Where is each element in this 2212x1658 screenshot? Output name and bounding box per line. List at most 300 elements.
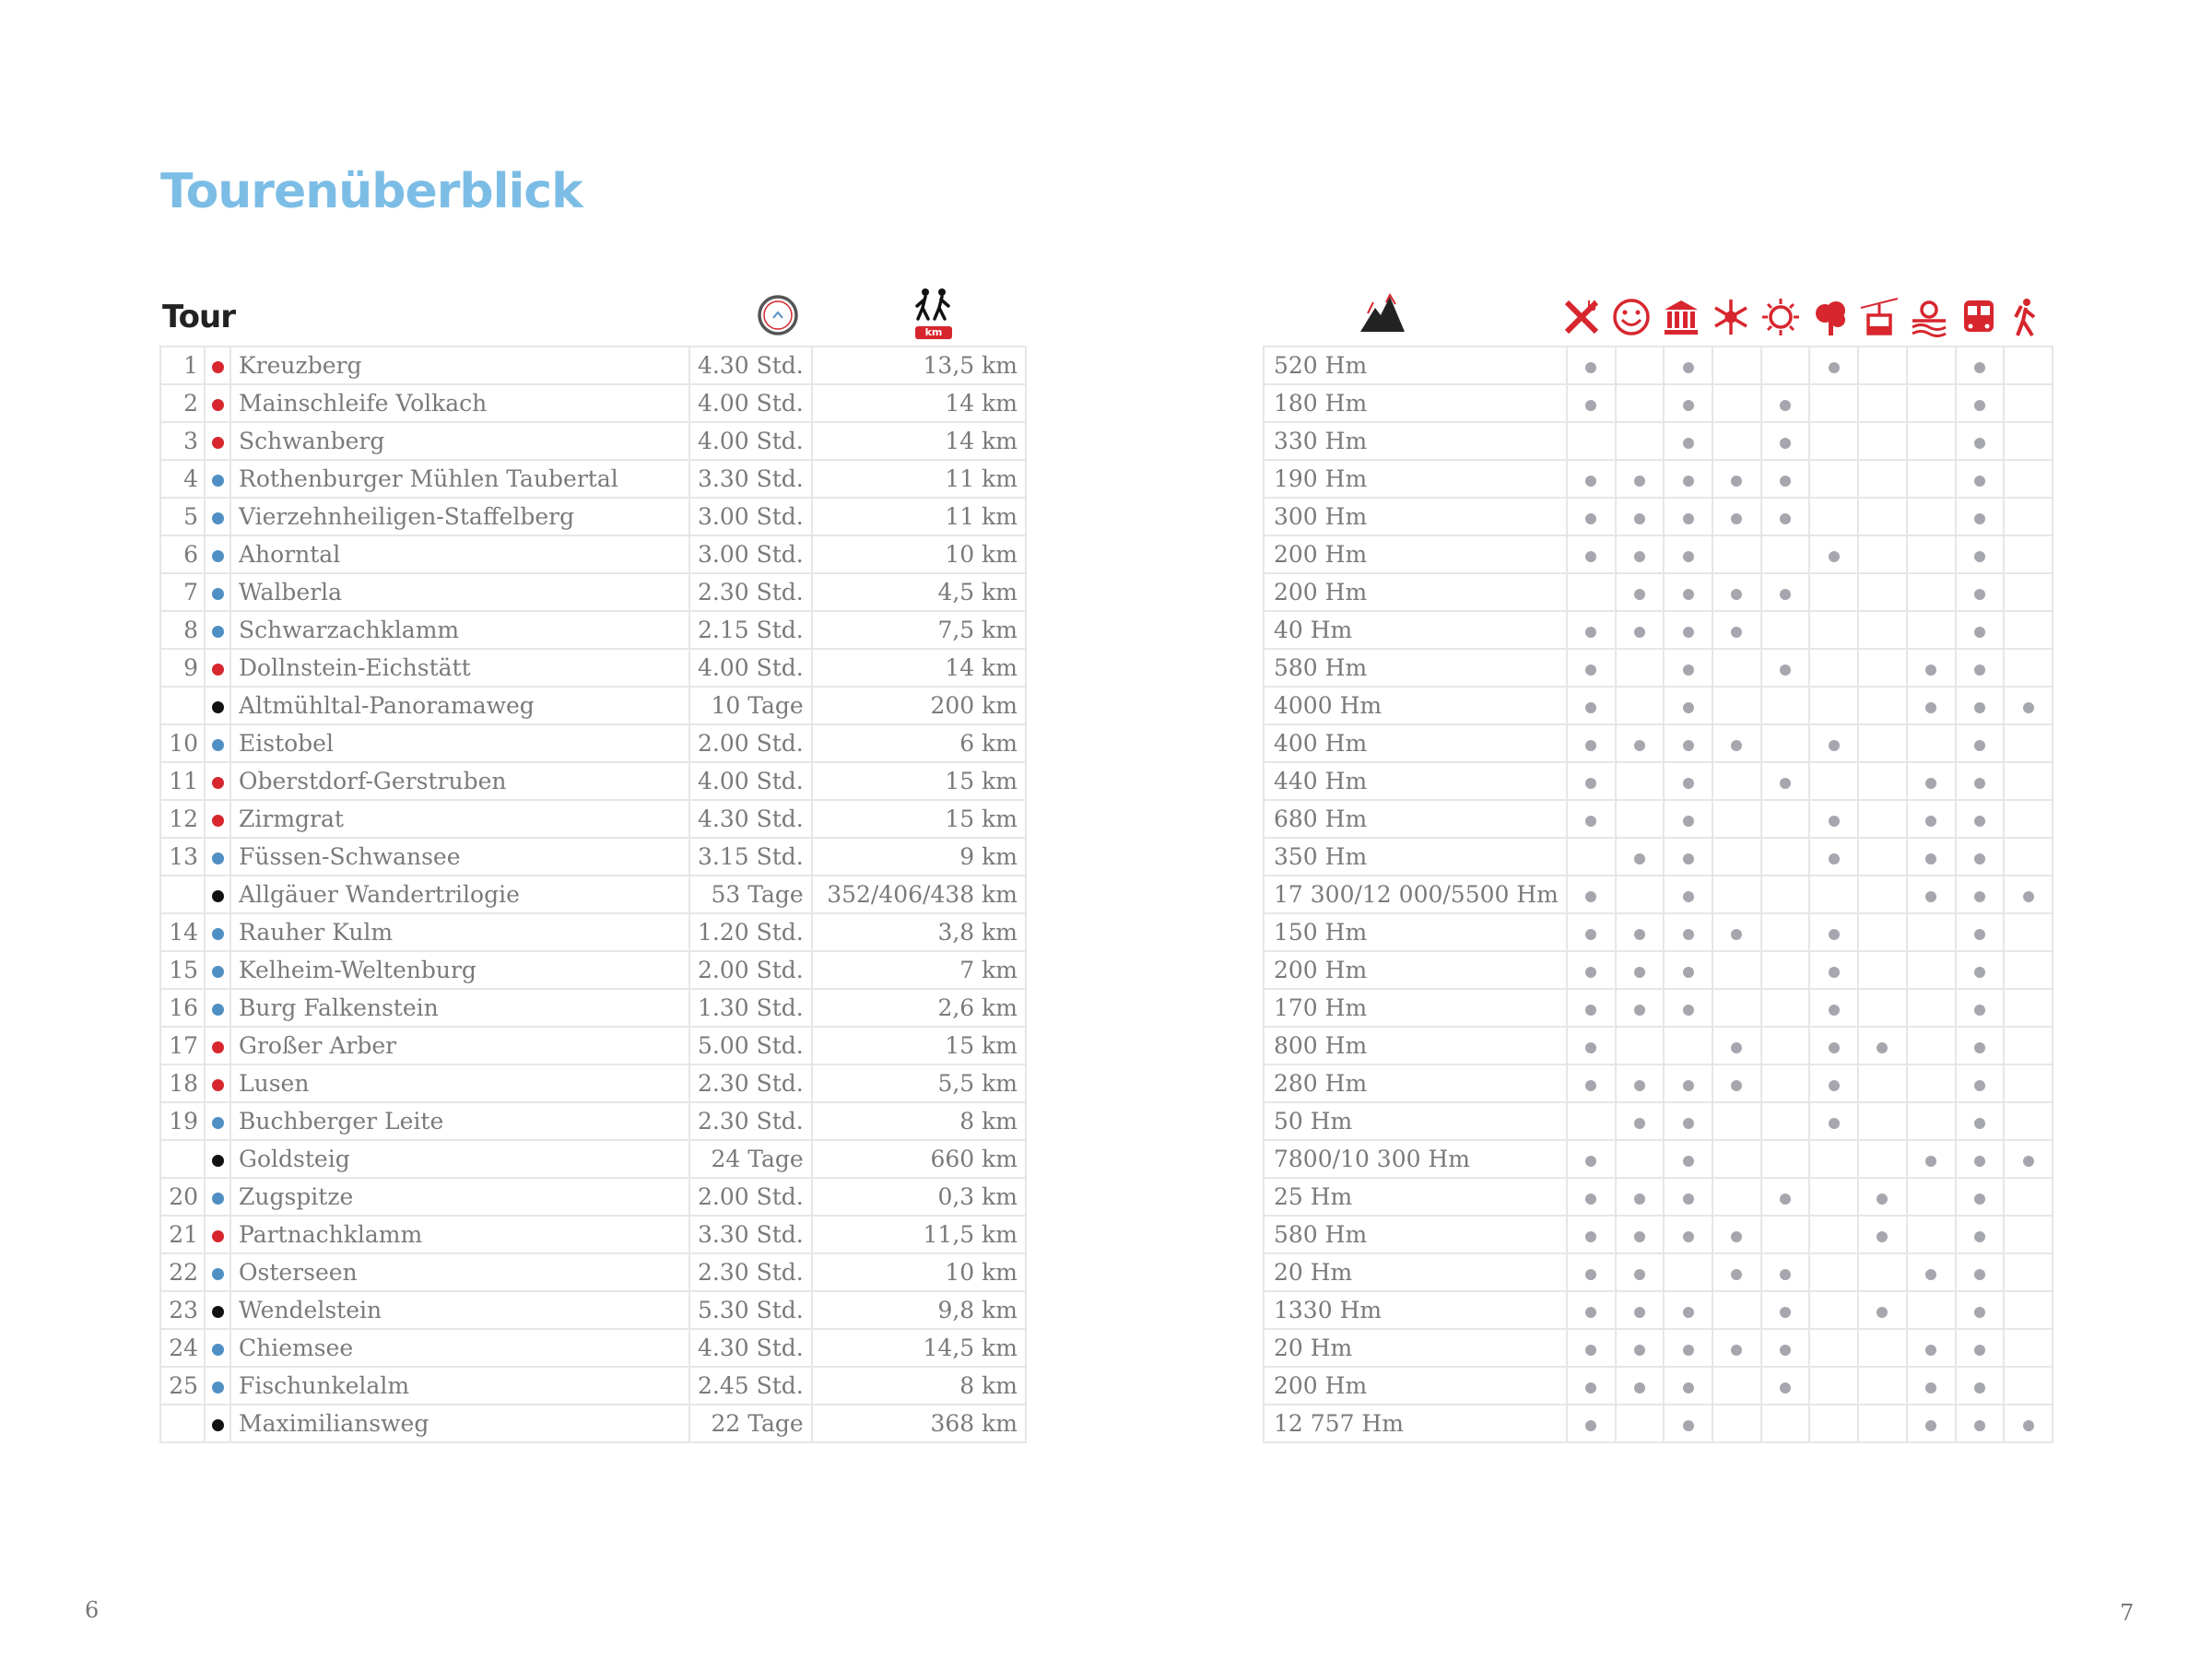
difficulty-dot <box>212 361 224 373</box>
difficulty-dot <box>212 890 224 902</box>
tour-distance: 2,6 km <box>812 989 1026 1027</box>
tour-number: 14 <box>160 913 205 951</box>
feature-dot-museum-icon <box>1683 1307 1694 1318</box>
page-title: Tourenüberblick <box>160 164 582 219</box>
tour-number: 3 <box>160 422 205 460</box>
tour-number: 13 <box>160 838 205 876</box>
feature-dot-nature-icon <box>1829 1042 1840 1053</box>
difficulty-dot <box>212 664 224 676</box>
feature-dot-museum-icon <box>1683 438 1694 449</box>
tour-row <box>160 1329 1026 1367</box>
feature-dot-public-transport-icon <box>1974 778 1985 789</box>
tour-name: Ahorntal <box>230 535 689 573</box>
tour-duration: 3.30 Std. <box>689 460 812 498</box>
feature-dot-cable-car-icon <box>1877 1231 1888 1242</box>
feature-dot-cable-car-icon <box>1877 1307 1888 1318</box>
features-row <box>1264 460 2053 498</box>
elevation-gain: 12 757 Hm <box>1264 1405 1567 1442</box>
elevation-gain: 800 Hm <box>1264 1027 1567 1064</box>
features-row <box>1264 384 2053 422</box>
feature-dot-restaurant-icon <box>1585 778 1596 789</box>
elevation-gain: 17 300/12 000/5500 Hm <box>1264 876 1567 913</box>
elevation-gain: 300 Hm <box>1264 498 1567 535</box>
difficulty-dot <box>212 1230 224 1242</box>
tour-duration: 2.30 Std. <box>689 573 812 611</box>
feature-dot-restaurant-icon <box>1585 1156 1596 1167</box>
feature-dot-public-transport-icon <box>1974 589 1985 600</box>
elevation-gain: 330 Hm <box>1264 422 1567 460</box>
page-number-left: 6 <box>85 1597 100 1623</box>
tour-distance: 368 km <box>812 1405 1026 1442</box>
feature-dot-museum-icon <box>1683 1118 1694 1129</box>
feature-dot-public-transport-icon <box>1974 891 1985 902</box>
tour-name: Schwarzachklamm <box>230 611 689 649</box>
tour-name: Chiemsee <box>230 1329 689 1367</box>
feature-dot-nature-icon <box>1829 1005 1840 1016</box>
tour-row <box>160 1140 1026 1178</box>
feature-dot-lake-icon <box>1925 1420 1936 1431</box>
elevation-gain: 170 Hm <box>1264 989 1567 1027</box>
feature-dot-public-transport-icon <box>1974 816 1985 827</box>
feature-dot-winter-icon <box>1731 513 1742 524</box>
features-row <box>1264 876 2053 913</box>
elevation-gain: 180 Hm <box>1264 384 1567 422</box>
elevation-gain: 4000 Hm <box>1264 687 1567 724</box>
feature-dot-family-icon <box>1634 589 1645 600</box>
feature-dot-restaurant-icon <box>1585 1345 1596 1356</box>
feature-dot-public-transport-icon <box>1974 1118 1985 1129</box>
elevation-gain: 400 Hm <box>1264 724 1567 762</box>
tour-distance: 14 km <box>812 422 1026 460</box>
features-row <box>1264 1027 2053 1064</box>
feature-dot-public-transport-icon <box>1974 967 1985 978</box>
tour-duration: 4.00 Std. <box>689 384 812 422</box>
feature-dot-museum-icon <box>1683 627 1694 638</box>
tour-number: 8 <box>160 611 205 649</box>
features-row <box>1264 347 2053 384</box>
tour-number: 11 <box>160 762 205 800</box>
feature-dot-restaurant-icon <box>1585 1005 1596 1016</box>
feature-dot-restaurant-icon <box>1585 1269 1596 1280</box>
difficulty-dot <box>212 475 224 487</box>
tour-row <box>160 1367 1026 1405</box>
feature-dot-public-transport-icon <box>1974 1042 1985 1053</box>
difficulty-dot <box>212 1268 224 1280</box>
tour-distance: 15 km <box>812 762 1026 800</box>
feature-dot-cable-car-icon <box>1877 1194 1888 1205</box>
tour-name: Großer Arber <box>230 1027 689 1064</box>
feature-dot-lake-icon <box>1925 664 1936 676</box>
tour-distance: 0,3 km <box>812 1178 1026 1216</box>
tour-duration: 2.30 Std. <box>689 1253 812 1291</box>
tour-distance: 9,8 km <box>812 1291 1026 1329</box>
restaurant-icon <box>1561 297 1602 341</box>
tour-name: Lusen <box>230 1064 689 1102</box>
tour-row <box>160 1291 1026 1329</box>
tour-number <box>160 1140 205 1178</box>
features-row <box>1264 535 2053 573</box>
tour-number: 23 <box>160 1291 205 1329</box>
feature-dot-lake-icon <box>1925 1269 1936 1280</box>
feature-dot-lake-icon <box>1925 816 1936 827</box>
tour-row <box>160 384 1026 422</box>
feature-dot-summer-icon <box>1780 438 1791 449</box>
feature-dot-public-transport-icon <box>1974 1345 1985 1356</box>
feature-dot-restaurant-icon <box>1585 816 1596 827</box>
features-row <box>1264 611 2053 649</box>
feature-dot-restaurant-icon <box>1585 1307 1596 1318</box>
tour-distance: 7 km <box>812 951 1026 989</box>
feature-dot-public-transport-icon <box>1974 627 1985 638</box>
tour-duration: 3.00 Std. <box>689 535 812 573</box>
feature-dot-family-icon <box>1634 1307 1645 1318</box>
tour-row <box>160 989 1026 1027</box>
tour-duration: 4.30 Std. <box>689 800 812 838</box>
feature-dot-summer-icon <box>1780 476 1791 487</box>
feature-dot-museum-icon <box>1683 589 1694 600</box>
feature-dot-public-transport-icon <box>1974 1269 1985 1280</box>
feature-dot-winter-icon <box>1731 476 1742 487</box>
feature-dot-family-icon <box>1634 551 1645 562</box>
features-row <box>1264 913 2053 951</box>
feature-dot-museum-icon <box>1683 476 1694 487</box>
feature-dot-long-distance-hiker-icon <box>2023 702 2034 713</box>
tour-number: 22 <box>160 1253 205 1291</box>
tour-number: 6 <box>160 535 205 573</box>
tour-row <box>160 1102 1026 1140</box>
feature-dot-family-icon <box>1634 967 1645 978</box>
elevation-gain: 580 Hm <box>1264 1216 1567 1253</box>
feature-dot-family-icon <box>1634 1194 1645 1205</box>
feature-dot-museum-icon <box>1683 513 1694 524</box>
elevation-gain: 440 Hm <box>1264 762 1567 800</box>
feature-dot-public-transport-icon <box>1974 1080 1985 1091</box>
feature-dot-museum-icon <box>1683 891 1694 902</box>
feature-dot-nature-icon <box>1829 362 1840 373</box>
feature-dot-summer-icon <box>1780 778 1791 789</box>
feature-dot-summer-icon <box>1780 664 1791 676</box>
feature-dot-restaurant-icon <box>1585 702 1596 713</box>
tour-name: Maximiliansweg <box>230 1405 689 1442</box>
tour-number: 4 <box>160 460 205 498</box>
feature-dot-family-icon <box>1634 513 1645 524</box>
feature-dot-restaurant-icon <box>1585 891 1596 902</box>
tour-duration: 1.20 Std. <box>689 913 812 951</box>
feature-dot-museum-icon <box>1683 1194 1694 1205</box>
tour-name: Allgäuer Wandertrilogie <box>230 876 689 913</box>
feature-dot-family-icon <box>1634 1080 1645 1091</box>
tour-duration: 3.00 Std. <box>689 498 812 535</box>
feature-dot-long-distance-hiker-icon <box>2023 1156 2034 1167</box>
feature-dot-public-transport-icon <box>1974 438 1985 449</box>
feature-dot-restaurant-icon <box>1585 740 1596 751</box>
tour-row <box>160 951 1026 989</box>
feature-dot-public-transport-icon <box>1974 1231 1985 1242</box>
elevation-gain: 200 Hm <box>1264 1367 1567 1405</box>
feature-dot-restaurant-icon <box>1585 1080 1596 1091</box>
features-row <box>1264 1102 2053 1140</box>
difficulty-dot <box>212 1419 224 1431</box>
feature-dot-public-transport-icon <box>1974 513 1985 524</box>
tour-row <box>160 913 1026 951</box>
tour-duration: 2.45 Std. <box>689 1367 812 1405</box>
tour-distance: 5,5 km <box>812 1064 1026 1102</box>
tour-table <box>159 346 1027 1443</box>
feature-dot-long-distance-hiker-icon <box>2023 1420 2034 1431</box>
feature-dot-museum-icon <box>1683 967 1694 978</box>
tour-row <box>160 573 1026 611</box>
tour-distance: 352/406/438 km <box>812 876 1026 913</box>
feature-dot-public-transport-icon <box>1974 1382 1985 1393</box>
tour-name: Rothenburger Mühlen Taubertal <box>230 460 689 498</box>
tour-name: Altmühltal-Panoramaweg <box>230 687 689 724</box>
feature-dot-restaurant-icon <box>1585 400 1596 411</box>
tour-row <box>160 535 1026 573</box>
difficulty-dot <box>212 1117 224 1129</box>
tour-row <box>160 649 1026 687</box>
difficulty-dot <box>212 1079 224 1091</box>
elevation-gain: 680 Hm <box>1264 800 1567 838</box>
features-row <box>1264 498 2053 535</box>
features-row <box>1264 838 2053 876</box>
feature-dot-restaurant-icon <box>1585 967 1596 978</box>
elevation-gain: 1330 Hm <box>1264 1291 1567 1329</box>
feature-dot-winter-icon <box>1731 627 1742 638</box>
lake-icon <box>1909 297 1949 341</box>
feature-dot-nature-icon <box>1829 740 1840 751</box>
tour-features-table <box>1263 346 2053 1443</box>
tour-number: 18 <box>160 1064 205 1102</box>
feature-dot-summer-icon <box>1780 1382 1791 1393</box>
feature-dot-family-icon <box>1634 1231 1645 1242</box>
elevation-gain: 280 Hm <box>1264 1064 1567 1102</box>
difficulty-dot <box>212 701 224 713</box>
tour-row <box>160 876 1026 913</box>
tour-number: 5 <box>160 498 205 535</box>
feature-dot-museum-icon <box>1683 551 1694 562</box>
difficulty-dot <box>212 928 224 940</box>
tour-name: Füssen-Schwansee <box>230 838 689 876</box>
feature-dot-public-transport-icon <box>1974 1005 1985 1016</box>
feature-dot-nature-icon <box>1829 967 1840 978</box>
feature-dot-long-distance-hiker-icon <box>2023 891 2034 902</box>
tour-name: Vierzehnheiligen-Staffelberg <box>230 498 689 535</box>
tour-row <box>160 762 1026 800</box>
features-row <box>1264 687 2053 724</box>
tour-duration: 4.00 Std. <box>689 649 812 687</box>
tour-name: Walberla <box>230 573 689 611</box>
tour-distance: 11,5 km <box>812 1216 1026 1253</box>
tour-duration: 5.30 Std. <box>689 1291 812 1329</box>
tour-name: Kreuzberg <box>230 347 689 384</box>
difficulty-dot <box>212 1193 224 1205</box>
feature-dot-lake-icon <box>1925 1345 1936 1356</box>
feature-dot-summer-icon <box>1780 400 1791 411</box>
feature-dot-public-transport-icon <box>1974 929 1985 940</box>
feature-dot-museum-icon <box>1683 1080 1694 1091</box>
tour-number: 9 <box>160 649 205 687</box>
tour-distance: 14,5 km <box>812 1329 1026 1367</box>
feature-dot-lake-icon <box>1925 891 1936 902</box>
tour-duration: 2.00 Std. <box>689 724 812 762</box>
features-row <box>1264 951 2053 989</box>
feature-dot-restaurant-icon <box>1585 551 1596 562</box>
tour-row <box>160 460 1026 498</box>
tour-row <box>160 1027 1026 1064</box>
features-row <box>1264 573 2053 611</box>
feature-dot-summer-icon <box>1780 513 1791 524</box>
tour-distance: 15 km <box>812 800 1026 838</box>
elevation-gain: 520 Hm <box>1264 347 1567 384</box>
difficulty-dot <box>212 853 224 864</box>
difficulty-dot <box>212 966 224 978</box>
feature-dot-restaurant-icon <box>1585 362 1596 373</box>
tour-name: Burg Falkenstein <box>230 989 689 1027</box>
feature-dot-nature-icon <box>1829 816 1840 827</box>
feature-dot-public-transport-icon <box>1974 1194 1985 1205</box>
difficulty-dot <box>212 626 224 638</box>
tour-number: 16 <box>160 989 205 1027</box>
family-icon <box>1611 297 1652 341</box>
difficulty-dot <box>212 815 224 827</box>
tour-number: 12 <box>160 800 205 838</box>
features-row <box>1264 1405 2053 1442</box>
feature-dot-lake-icon <box>1925 778 1936 789</box>
feature-dot-winter-icon <box>1731 1269 1742 1280</box>
tour-row <box>160 838 1026 876</box>
feature-dot-winter-icon <box>1731 1345 1742 1356</box>
feature-dot-restaurant-icon <box>1585 476 1596 487</box>
tour-name: Kelheim-Weltenburg <box>230 951 689 989</box>
tour-number <box>160 876 205 913</box>
tour-name: Osterseen <box>230 1253 689 1291</box>
feature-dot-public-transport-icon <box>1974 400 1985 411</box>
elevation-gain: 20 Hm <box>1264 1329 1567 1367</box>
tour-number <box>160 687 205 724</box>
tour-name: Wendelstein <box>230 1291 689 1329</box>
features-row <box>1264 800 2053 838</box>
feature-dot-family-icon <box>1634 853 1645 864</box>
tour-number: 24 <box>160 1329 205 1367</box>
feature-dot-lake-icon <box>1925 702 1936 713</box>
difficulty-dot <box>212 1041 224 1053</box>
tour-row <box>160 1253 1026 1291</box>
feature-dot-museum-icon <box>1683 1345 1694 1356</box>
feature-dot-family-icon <box>1634 929 1645 940</box>
feature-dot-winter-icon <box>1731 1080 1742 1091</box>
elevation-gain: 7800/10 300 Hm <box>1264 1140 1567 1178</box>
tour-distance: 14 km <box>812 649 1026 687</box>
tour-duration: 53 Tage <box>689 876 812 913</box>
clock-icon <box>756 293 800 337</box>
feature-dot-summer-icon <box>1780 1307 1791 1318</box>
tour-duration: 3.30 Std. <box>689 1216 812 1253</box>
feature-dot-nature-icon <box>1829 1118 1840 1129</box>
difficulty-dot <box>212 588 224 600</box>
difficulty-dot <box>212 1306 224 1318</box>
features-row <box>1264 1253 2053 1291</box>
tour-name: Schwanberg <box>230 422 689 460</box>
tour-distance: 11 km <box>812 498 1026 535</box>
feature-dot-restaurant-icon <box>1585 1194 1596 1205</box>
feature-dot-restaurant-icon <box>1585 627 1596 638</box>
tour-duration: 4.00 Std. <box>689 422 812 460</box>
feature-dot-winter-icon <box>1731 1231 1742 1242</box>
feature-dot-family-icon <box>1634 1118 1645 1129</box>
feature-dot-nature-icon <box>1829 551 1840 562</box>
tour-number: 7 <box>160 573 205 611</box>
features-row <box>1264 649 2053 687</box>
tour-distance: 4,5 km <box>812 573 1026 611</box>
difficulty-dot <box>212 1004 224 1016</box>
feature-dot-family-icon <box>1634 1269 1645 1280</box>
tour-duration: 4.30 Std. <box>689 347 812 384</box>
tour-duration: 4.30 Std. <box>689 1329 812 1367</box>
tour-name: Goldsteig <box>230 1140 689 1178</box>
difficulty-dot <box>212 1382 224 1393</box>
tour-number: 15 <box>160 951 205 989</box>
public-transport-icon <box>1959 297 1999 341</box>
feature-dot-public-transport-icon <box>1974 702 1985 713</box>
elevation-gain: 50 Hm <box>1264 1102 1567 1140</box>
features-row <box>1264 724 2053 762</box>
feature-dot-public-transport-icon <box>1974 1307 1985 1318</box>
feature-dot-family-icon <box>1634 740 1645 751</box>
tour-distance: 10 km <box>812 1253 1026 1291</box>
elevation-gain: 350 Hm <box>1264 838 1567 876</box>
difficulty-dot <box>212 777 224 789</box>
tour-name: Zugspitze <box>230 1178 689 1216</box>
summer-icon <box>1760 297 1801 341</box>
tour-row <box>160 724 1026 762</box>
feature-dot-winter-icon <box>1731 929 1742 940</box>
tour-name: Eistobel <box>230 724 689 762</box>
feature-dot-restaurant-icon <box>1585 1042 1596 1053</box>
feature-dot-museum-icon <box>1683 400 1694 411</box>
tour-distance: 14 km <box>812 384 1026 422</box>
features-row <box>1264 1140 2053 1178</box>
feature-dot-lake-icon <box>1925 853 1936 864</box>
feature-dot-public-transport-icon <box>1974 853 1985 864</box>
feature-dot-family-icon <box>1634 1005 1645 1016</box>
features-row <box>1264 1367 2053 1405</box>
tour-number: 21 <box>160 1216 205 1253</box>
tour-duration: 10 Tage <box>689 687 812 724</box>
feature-dot-nature-icon <box>1829 1080 1840 1091</box>
tour-number <box>160 1405 205 1442</box>
tour-distance: 10 km <box>812 535 1026 573</box>
feature-dot-restaurant-icon <box>1585 929 1596 940</box>
elevation-gain: 200 Hm <box>1264 535 1567 573</box>
feature-dot-family-icon <box>1634 627 1645 638</box>
tour-row <box>160 347 1026 384</box>
feature-dot-museum-icon <box>1683 778 1694 789</box>
tour-row <box>160 800 1026 838</box>
hikers-km-icon <box>909 288 959 338</box>
tour-row <box>160 498 1026 535</box>
elevation-gain: 20 Hm <box>1264 1253 1567 1291</box>
features-row <box>1264 1329 2053 1367</box>
feature-dot-museum-icon <box>1683 816 1694 827</box>
feature-dot-restaurant-icon <box>1585 1231 1596 1242</box>
tour-name: Zirmgrat <box>230 800 689 838</box>
elevation-gain: 25 Hm <box>1264 1178 1567 1216</box>
elevation-gain: 200 Hm <box>1264 951 1567 989</box>
tour-distance: 7,5 km <box>812 611 1026 649</box>
tour-distance: 8 km <box>812 1367 1026 1405</box>
feature-dot-summer-icon <box>1780 1194 1791 1205</box>
tour-name: Partnachklamm <box>230 1216 689 1253</box>
